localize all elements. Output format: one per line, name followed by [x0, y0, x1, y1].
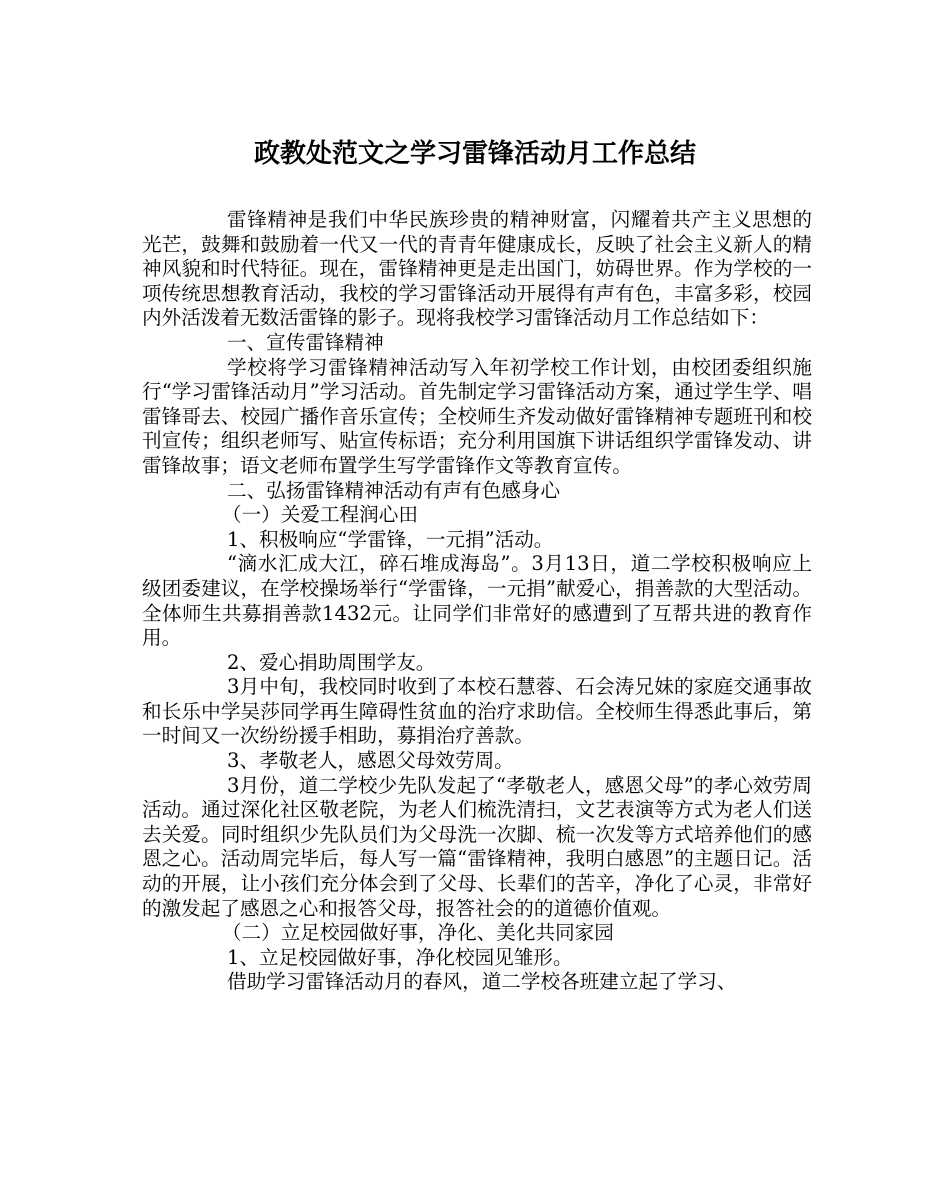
heading-item-2: 2、爱心捐助周围学友。: [227, 650, 436, 674]
paragraph-item-3: 3月份，道二学校少先队发起了“孝敬老人，感恩父母”的孝心效劳周活动。通过深化社区敬老院，为老人们梳洗清扫，文艺表演等方式为老人们送去关爱。同时组织少先队员们为父母洗一次脚、梳一次发等方式培养他们的感恩之心。活动周完毕后，每人写一篇“雷锋精神，我明白感恩”的主题日记。活动的开展，让小孩们充分体会到了父母、长辈们的苦辛，净化了心灵，非常好的激发起了感恩之心和报答父母，报答社会的的道德价值观。: [142, 773, 812, 920]
heading-subsection-1: （一）关爱工程润心田: [222, 503, 418, 527]
paragraph-intro: 雷锋精神是我们中华民族珍贵的精神财富，闪耀着共产主义思想的光芒，鼓舞和鼓励着一代又一代的青青年健康成长，反映了社会主义新人的精神风貌和时代特征。现在，雷锋精神更是走出国门，妨碍世界。作为学校的一项传统思想教育活动，我校的学习雷锋活动开展得有声有色，丰富多彩，校园内外活泼着无数活雷锋的影子。现将我校学习雷锋活动月工作总结如下：: [142, 208, 812, 330]
heading-item-1: 1、积极响应“学雷锋，一元捐”活动。: [227, 527, 554, 551]
paragraph-item-4: 借助学习雷锋活动月的春风，道二学校各班建立起了学习、: [227, 970, 737, 994]
heading-item-3: 3、孝敬老人，感恩父母效劳周。: [227, 749, 514, 773]
heading-section-1: 一、宣传雷锋精神: [227, 330, 384, 354]
heading-section-2: 二、弘扬雷锋精神活动有声有色感身心: [227, 478, 561, 502]
heading-item-4: 1、立足校园做好事，净化校园见雏形。: [227, 945, 573, 969]
paragraph-item-2: 3月中旬，我校同时收到了本校石慧蓉、石会涛兄妹的家庭交通事故和长乐中学吴莎同学再生障碍性贫血的治疗求助信。全校师生得悉此事后，第一时间又一次纷纷援手相助，募捐治疗善款。: [142, 675, 812, 748]
document-body: [142, 208, 812, 995]
heading-subsection-2: （二）立足校园做好事，净化、美化共同家园: [222, 921, 614, 945]
paragraph-section-1: 学校将学习雷锋精神活动写入年初学校工作计划，由校团委组织施行“学习雷锋活动月”学习活动。首先制定学习雷锋活动方案，通过学生学、唱雷锋哥去、校园广播作音乐宣传；全校师生齐发动做好雷锋精神专题班刊和校刊宣传；组织老师写、贴宣传标语；充分利用国旗下讲话组织学雷锋发动、讲雷锋故事；语文老师布置学生写学雷锋作文等教育宣传。: [142, 355, 812, 477]
document-title: 政教处范文之学习雷锋活动月工作总结: [253, 139, 696, 169]
paragraph-item-1: “滴水汇成大江，碎石堆成海岛”。3月13日，道二学校积极响应上级团委建议，在学校操场举行“学雷锋，一元捐”献爱心，捐善款的大型活动。全体师生共募捐善款1432元。让同学们非常好的感遭到了互帮共进的教育作用。: [142, 552, 812, 650]
